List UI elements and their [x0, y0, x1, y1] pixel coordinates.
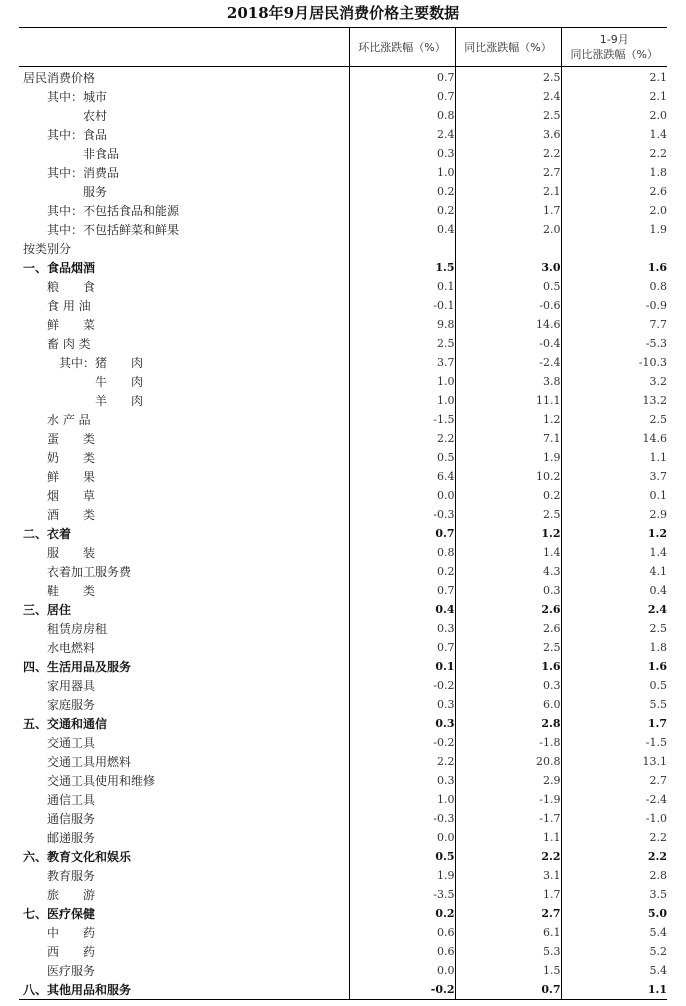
mom-value: 0.2	[349, 182, 455, 201]
table-row	[19, 942, 667, 961]
header-yoy: 同比涨跌幅（%）	[455, 28, 561, 67]
mom-value: 0.4	[349, 220, 455, 239]
mom-value: 0.7	[349, 67, 455, 88]
yoy-value: 0.3	[455, 676, 561, 695]
mom-value: 2.4	[349, 125, 455, 144]
table-row	[19, 372, 667, 391]
mom-value: 1.0	[349, 372, 455, 391]
table-row	[19, 980, 667, 1000]
row-label: 酒 类	[47, 507, 96, 522]
ytd-value: 5.5	[561, 695, 667, 714]
yoy-value: 3.1	[455, 866, 561, 885]
ytd-value: 14.6	[561, 429, 667, 448]
mom-value: 9.8	[349, 315, 455, 334]
ytd-value: 2.7	[561, 771, 667, 790]
yoy-value: 3.8	[455, 372, 561, 391]
ytd-value: -5.3	[561, 334, 667, 353]
yoy-value: 2.2	[455, 847, 561, 866]
table-row	[19, 809, 667, 828]
yoy-value: 0.2	[455, 486, 561, 505]
ytd-value: 3.2	[561, 372, 667, 391]
category-label: 五、交通和通信	[23, 716, 108, 731]
row-label: 西 药	[47, 944, 96, 959]
row-label: 鲜 菜	[47, 317, 96, 332]
row-label: 居民消费价格	[23, 70, 96, 85]
category-label: 六、教育文化和娱乐	[23, 849, 132, 864]
mom-value: 0.4	[349, 600, 455, 619]
ytd-value: -10.3	[561, 353, 667, 372]
table-row	[19, 847, 667, 866]
yoy-value: 6.0	[455, 695, 561, 714]
table-row	[19, 524, 667, 543]
yoy-value: 2.5	[455, 67, 561, 88]
yoy-value: 2.5	[455, 638, 561, 657]
yoy-value: 0.5	[455, 277, 561, 296]
header-mom: 环比涨跌幅（%）	[349, 28, 455, 67]
yoy-value: 2.2	[455, 144, 561, 163]
table-row	[19, 315, 667, 334]
mom-value: -0.1	[349, 296, 455, 315]
table-row	[19, 562, 667, 581]
ytd-value: 2.5	[561, 619, 667, 638]
yoy-value: 1.1	[455, 828, 561, 847]
ytd-value: 1.4	[561, 125, 667, 144]
row-label: 其中：不包括食品和能源	[47, 203, 180, 218]
row-label: 羊 肉	[95, 393, 144, 408]
yoy-value: -0.4	[455, 334, 561, 353]
row-label: 按类别分	[23, 241, 72, 256]
mom-value: -3.5	[349, 885, 455, 904]
ytd-value: 1.9	[561, 220, 667, 239]
yoy-value: 1.2	[455, 524, 561, 543]
yoy-value: 3.6	[455, 125, 561, 144]
table-row	[19, 904, 667, 923]
row-label: 其中：不包括鲜菜和鲜果	[47, 222, 180, 237]
mom-value: -0.3	[349, 505, 455, 524]
ytd-value: 2.8	[561, 866, 667, 885]
table-row	[19, 277, 667, 296]
table-row	[19, 961, 667, 980]
mom-value: 0.6	[349, 923, 455, 942]
yoy-value: 2.4	[455, 87, 561, 106]
ytd-value: 13.2	[561, 391, 667, 410]
ytd-value: 2.0	[561, 201, 667, 220]
yoy-value: 7.1	[455, 429, 561, 448]
ytd-value: 5.4	[561, 923, 667, 942]
table-row	[19, 505, 667, 524]
table-row	[19, 106, 667, 125]
row-label: 租赁房房租	[47, 621, 108, 636]
mom-value: -0.3	[349, 809, 455, 828]
header-ytd: 1-9月 同比涨跌幅（%）	[561, 28, 667, 67]
ytd-value: 7.7	[561, 315, 667, 334]
table-row	[19, 923, 667, 942]
row-label: 中 药	[47, 925, 96, 940]
ytd-value: 2.6	[561, 182, 667, 201]
table-row	[19, 619, 667, 638]
table-row	[19, 828, 667, 847]
yoy-value: 6.1	[455, 923, 561, 942]
ytd-value: 1.1	[561, 448, 667, 467]
table-row	[19, 790, 667, 809]
row-label: 其中：城市	[47, 89, 108, 104]
table-row	[19, 638, 667, 657]
ytd-value: 1.1	[561, 980, 667, 1000]
yoy-value: 11.1	[455, 391, 561, 410]
row-label: 服 装	[47, 545, 96, 560]
ytd-value: 2.0	[561, 106, 667, 125]
yoy-value: -2.4	[455, 353, 561, 372]
ytd-value: 3.7	[561, 467, 667, 486]
row-label: 烟 草	[47, 488, 96, 503]
ytd-value: -1.5	[561, 733, 667, 752]
row-label: 奶 类	[47, 450, 96, 465]
mom-value: 1.0	[349, 163, 455, 182]
row-label: 通信工具	[47, 792, 96, 807]
mom-value: 0.7	[349, 524, 455, 543]
table-row	[19, 467, 667, 486]
row-label: 非食品	[83, 146, 120, 161]
category-label: 七、医疗保健	[23, 906, 96, 921]
ytd-value: -2.4	[561, 790, 667, 809]
mom-value: 0.7	[349, 638, 455, 657]
row-label: 农村	[83, 108, 108, 123]
category-label: 二、衣着	[23, 526, 72, 541]
row-label: 通信服务	[47, 811, 96, 826]
yoy-value: 1.6	[455, 657, 561, 676]
mom-value	[349, 239, 455, 258]
yoy-value: 1.2	[455, 410, 561, 429]
mom-value: 0.8	[349, 106, 455, 125]
mom-value: 0.7	[349, 581, 455, 600]
category-label: 八、其他用品和服务	[19, 980, 349, 1000]
ytd-value: 2.5	[561, 410, 667, 429]
yoy-value: -1.9	[455, 790, 561, 809]
yoy-value: 2.6	[455, 619, 561, 638]
table-row	[19, 543, 667, 562]
mom-value: 0.5	[349, 847, 455, 866]
row-label: 水 产 品	[47, 412, 91, 427]
table-row	[19, 410, 667, 429]
mom-value: 0.3	[349, 771, 455, 790]
mom-value: 0.0	[349, 961, 455, 980]
table-row	[19, 182, 667, 201]
page-title: 2018年9月居民消费价格主要数据	[226, 4, 460, 22]
table-row	[19, 733, 667, 752]
yoy-value: 2.8	[455, 714, 561, 733]
ytd-value: 5.4	[561, 961, 667, 980]
mom-value: 6.4	[349, 467, 455, 486]
row-label: 牛 肉	[95, 374, 144, 389]
yoy-value: 14.6	[455, 315, 561, 334]
mom-value: 0.1	[349, 277, 455, 296]
ytd-value: 5.2	[561, 942, 667, 961]
mom-value: 2.5	[349, 334, 455, 353]
yoy-value: 3.0	[455, 258, 561, 277]
table-row	[19, 866, 667, 885]
table-row	[19, 239, 667, 258]
table-row	[19, 201, 667, 220]
mom-value: 0.3	[349, 695, 455, 714]
row-label: 食 用 油	[47, 298, 91, 313]
ytd-value: 2.2	[561, 144, 667, 163]
table-body	[19, 67, 667, 1000]
table-row	[19, 220, 667, 239]
ytd-value: -1.0	[561, 809, 667, 828]
mom-value: 2.2	[349, 752, 455, 771]
table-row	[19, 486, 667, 505]
category-label: 一、食品烟酒	[23, 260, 96, 275]
mom-value: 1.5	[349, 258, 455, 277]
yoy-value: 20.8	[455, 752, 561, 771]
mom-value: 0.0	[349, 486, 455, 505]
row-label: 服务	[83, 184, 108, 199]
ytd-value: 4.1	[561, 562, 667, 581]
table-row	[19, 334, 667, 353]
ytd-value: 2.1	[561, 67, 667, 88]
mom-value: 0.3	[349, 619, 455, 638]
table-row	[19, 353, 667, 372]
table-row	[19, 714, 667, 733]
mom-value: -1.5	[349, 410, 455, 429]
row-label: 医疗服务	[47, 963, 96, 978]
mom-value: 1.0	[349, 391, 455, 410]
ytd-value: 3.5	[561, 885, 667, 904]
table-row	[19, 448, 667, 467]
yoy-value: 2.7	[455, 904, 561, 923]
ytd-value: 2.2	[561, 847, 667, 866]
yoy-value: 2.5	[455, 106, 561, 125]
yoy-value: 1.4	[455, 543, 561, 562]
header-item	[19, 28, 349, 67]
mom-value: 0.5	[349, 448, 455, 467]
row-label: 邮递服务	[47, 830, 96, 845]
table-row	[19, 752, 667, 771]
ytd-value: -0.9	[561, 296, 667, 315]
row-label: 交通工具使用和维修	[47, 773, 156, 788]
ytd-value: 2.2	[561, 828, 667, 847]
row-label: 其中：食品	[47, 127, 108, 142]
mom-value: 0.1	[349, 657, 455, 676]
table-row	[19, 429, 667, 448]
category-label: 三、居住	[23, 602, 72, 617]
mom-value: 3.7	[349, 353, 455, 372]
ytd-value: 0.4	[561, 581, 667, 600]
yoy-value: 1.5	[455, 961, 561, 980]
table-row	[19, 67, 667, 88]
yoy-value: 2.0	[455, 220, 561, 239]
row-label: 鲜 果	[47, 469, 96, 484]
yoy-value: 10.2	[455, 467, 561, 486]
row-label: 家用器具	[47, 678, 96, 693]
ytd-value: 0.1	[561, 486, 667, 505]
mom-value: -0.2	[349, 676, 455, 695]
mom-value: -0.2	[349, 980, 455, 1000]
ytd-value: 1.8	[561, 163, 667, 182]
mom-value: 0.0	[349, 828, 455, 847]
row-label: 家庭服务	[47, 697, 96, 712]
yoy-value: -1.8	[455, 733, 561, 752]
category-label: 四、生活用品及服务	[23, 659, 132, 674]
table-row	[19, 657, 667, 676]
mom-value: 1.9	[349, 866, 455, 885]
table-row	[19, 885, 667, 904]
yoy-value	[455, 239, 561, 258]
yoy-value: 2.7	[455, 163, 561, 182]
mom-value: 2.2	[349, 429, 455, 448]
yoy-value: 5.3	[455, 942, 561, 961]
ytd-value: 2.9	[561, 505, 667, 524]
mom-value: 0.2	[349, 562, 455, 581]
ytd-value: 1.8	[561, 638, 667, 657]
ytd-value: 1.6	[561, 657, 667, 676]
row-label: 水电燃料	[47, 640, 96, 655]
table-row	[19, 600, 667, 619]
yoy-value: 1.7	[455, 201, 561, 220]
table-row	[19, 163, 667, 182]
table-row	[19, 695, 667, 714]
row-label: 粮 食	[47, 279, 96, 294]
ytd-value: 1.4	[561, 543, 667, 562]
yoy-value: -1.7	[455, 809, 561, 828]
mom-value: -0.2	[349, 733, 455, 752]
mom-value: 0.7	[349, 87, 455, 106]
row-label: 旅 游	[47, 887, 96, 902]
ytd-value: 2.4	[561, 600, 667, 619]
mom-value: 0.2	[349, 904, 455, 923]
yoy-value: 1.7	[455, 885, 561, 904]
table-row	[19, 391, 667, 410]
yoy-value: 0.7	[455, 980, 561, 1000]
ytd-value: 5.0	[561, 904, 667, 923]
yoy-value: 0.3	[455, 581, 561, 600]
mom-value: 1.0	[349, 790, 455, 809]
table-row	[19, 296, 667, 315]
row-label: 交通工具	[47, 735, 96, 750]
ytd-value: 0.5	[561, 676, 667, 695]
cpi-table	[19, 27, 667, 1000]
mom-value: 0.3	[349, 714, 455, 733]
yoy-value: 2.9	[455, 771, 561, 790]
row-label: 畜 肉 类	[47, 336, 91, 351]
yoy-value: 2.6	[455, 600, 561, 619]
mom-value: 0.8	[349, 543, 455, 562]
row-label: 衣着加工服务费	[47, 564, 132, 579]
table-row	[19, 87, 667, 106]
table-row	[19, 581, 667, 600]
yoy-value: -0.6	[455, 296, 561, 315]
row-label: 蛋 类	[47, 431, 96, 446]
yoy-value: 4.3	[455, 562, 561, 581]
ytd-value: 1.6	[561, 258, 667, 277]
row-label: 教育服务	[47, 868, 96, 883]
mom-value: 0.2	[349, 201, 455, 220]
mom-value: 0.3	[349, 144, 455, 163]
mom-value: 0.6	[349, 942, 455, 961]
ytd-value: 2.1	[561, 87, 667, 106]
row-label: 其中：猪 肉	[59, 355, 144, 370]
ytd-value: 1.7	[561, 714, 667, 733]
yoy-value: 2.5	[455, 505, 561, 524]
ytd-value: 0.8	[561, 277, 667, 296]
row-label: 鞋 类	[47, 583, 96, 598]
yoy-value: 1.9	[455, 448, 561, 467]
ytd-value: 1.2	[561, 524, 667, 543]
row-label: 交通工具用燃料	[47, 754, 132, 769]
table-row	[19, 258, 667, 277]
table-header-row	[19, 28, 667, 67]
row-label: 其中：消费品	[47, 165, 120, 180]
ytd-value: 13.1	[561, 752, 667, 771]
table-row	[19, 771, 667, 790]
ytd-value	[561, 239, 667, 258]
table-row	[19, 676, 667, 695]
table-row	[19, 125, 667, 144]
table-row	[19, 144, 667, 163]
yoy-value: 2.1	[455, 182, 561, 201]
